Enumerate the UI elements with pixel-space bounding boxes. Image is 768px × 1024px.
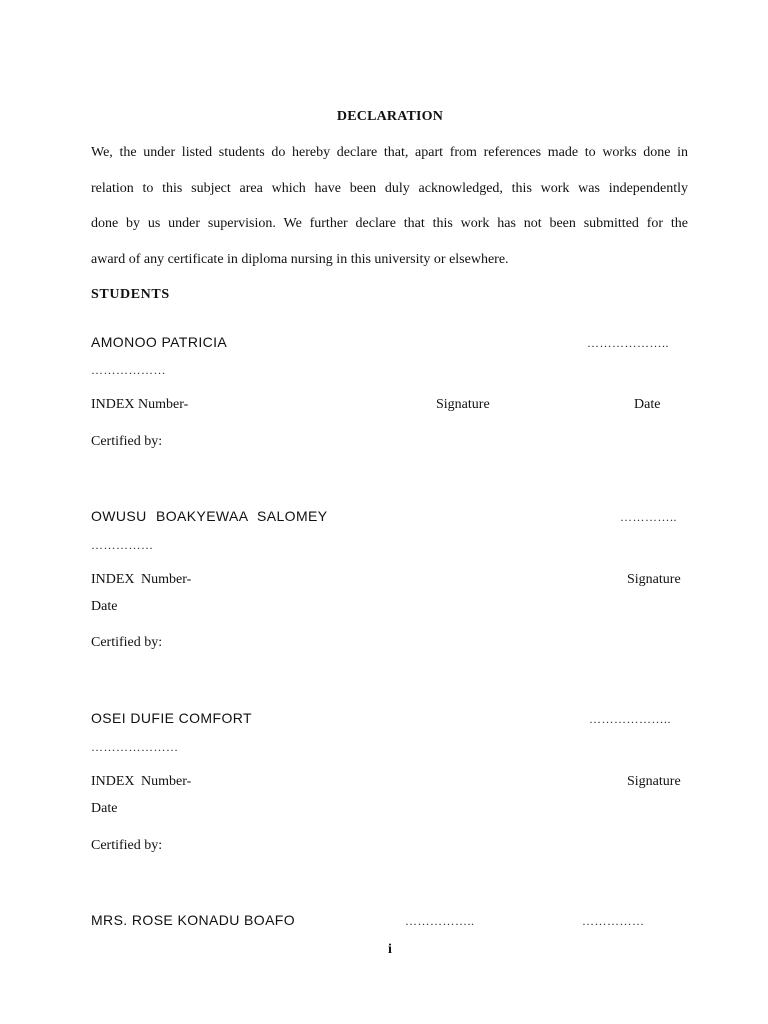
declaration-line-3: done by us under supervision. We further declare that this work has not been submitted for the xyxy=(91,216,688,231)
date-dots: ……………… xyxy=(91,363,166,377)
date-label: Date xyxy=(91,599,118,614)
supervisor-date-dots: …………… xyxy=(582,914,645,928)
declaration-line-4: award of any certificate in diploma nursing in this university or elsewhere. xyxy=(91,252,509,267)
date-dots: ………………… xyxy=(91,740,179,754)
certified-by-label: Certified by: xyxy=(91,635,163,650)
declaration-line-2: relation to this subject area which have been duly acknowledged, this work was independently xyxy=(91,181,688,196)
date-dots: …………… xyxy=(91,538,154,552)
index-number-label: INDEX Number- xyxy=(91,774,192,789)
signature-dots: ………….. xyxy=(620,510,677,524)
supervisor-signature-dots: …………….. xyxy=(405,914,475,928)
student-name: AMONOO PATRICIA xyxy=(91,334,228,350)
page-title: DECLARATION xyxy=(336,109,444,124)
student-name: OSEI DUFIE COMFORT xyxy=(91,710,252,726)
signature-label: Signature xyxy=(627,774,681,789)
index-number-label: INDEX Number- xyxy=(91,397,189,412)
index-number-label: INDEX Number- xyxy=(91,572,192,587)
supervisor-name: MRS. ROSE KONADU BOAFO xyxy=(91,912,296,928)
signature-dots: ……………….. xyxy=(587,336,669,350)
date-label: Date xyxy=(634,397,661,412)
students-heading: STUDENTS xyxy=(91,287,170,302)
signature-dots: ……………….. xyxy=(589,712,671,726)
page-number: i xyxy=(388,942,392,957)
student-name: OWUSU BOAKYEWAA SALOMEY xyxy=(91,508,328,524)
certified-by-label: Certified by: xyxy=(91,838,163,853)
date-label: Date xyxy=(91,801,118,816)
signature-label: Signature xyxy=(627,572,681,587)
certified-by-label: Certified by: xyxy=(91,434,163,449)
signature-label: Signature xyxy=(436,397,490,412)
declaration-line-1: We, the under listed students do hereby declare that, apart from references made to works done in xyxy=(91,145,688,160)
